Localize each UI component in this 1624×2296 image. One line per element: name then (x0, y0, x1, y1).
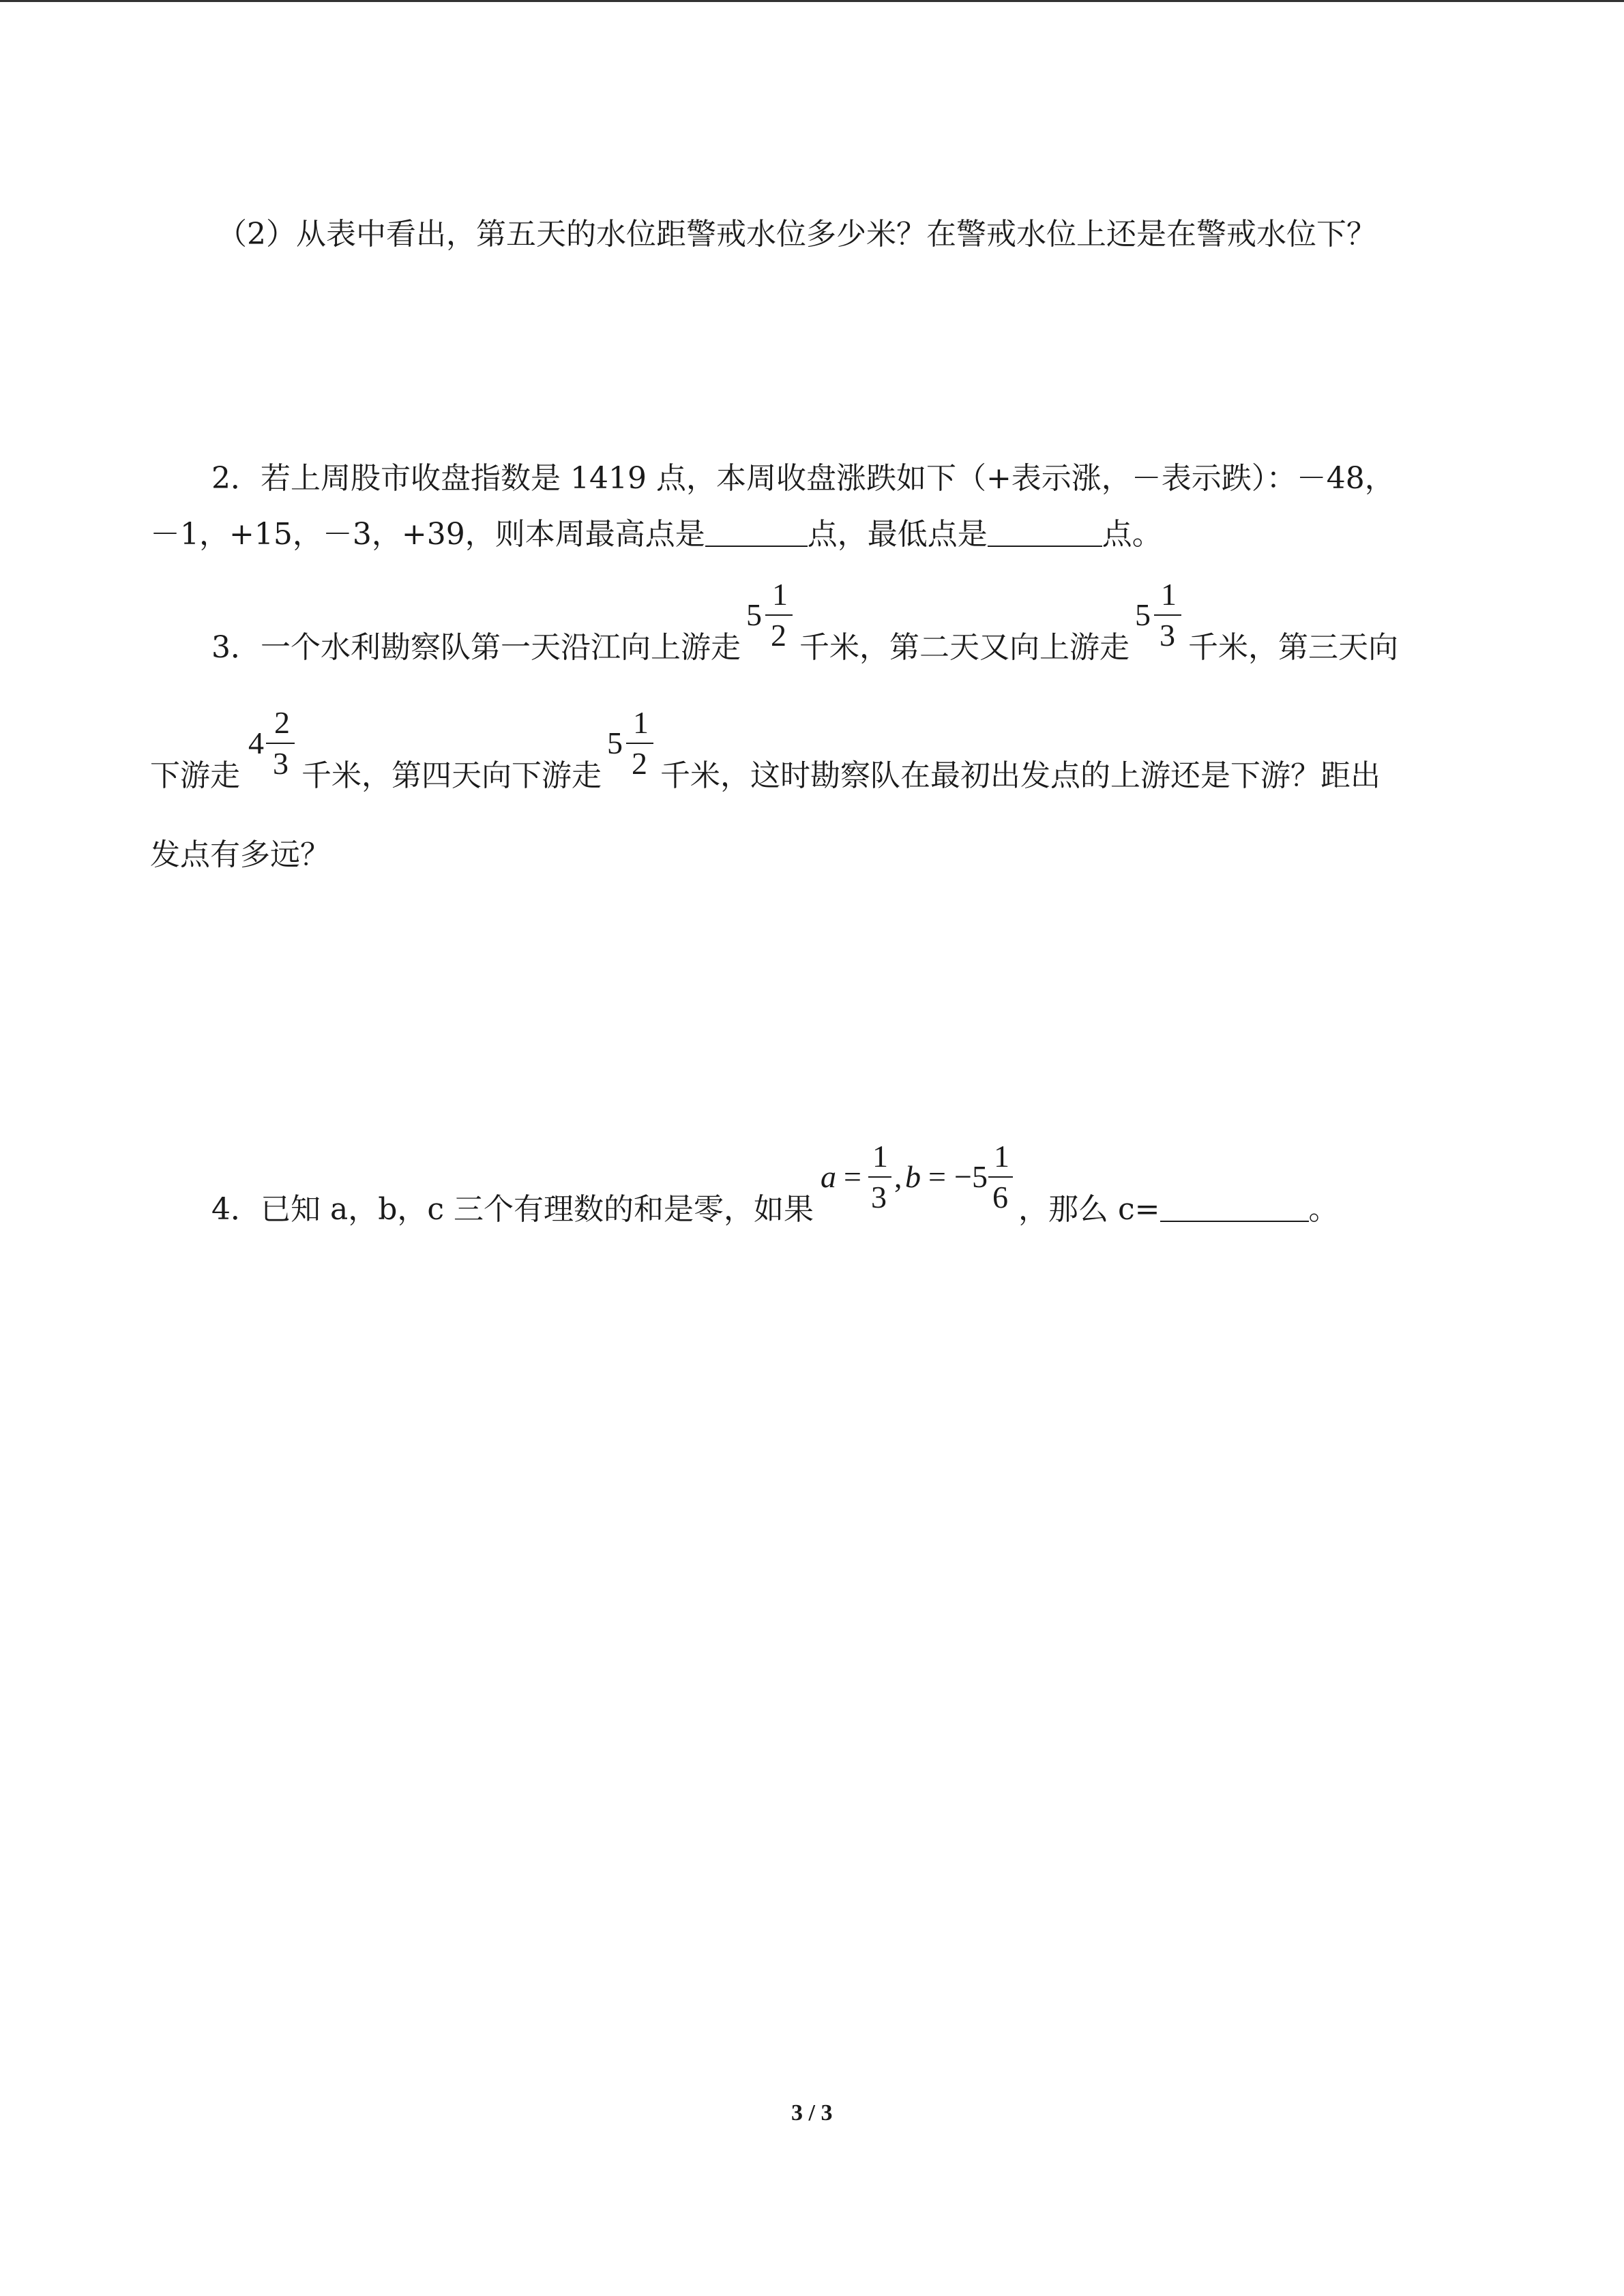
fraction-denominator: 3 (273, 745, 289, 781)
formula-equals-1: = (844, 1159, 861, 1194)
formula-comma: , (894, 1159, 902, 1194)
formula-bar-1 (868, 1176, 891, 1178)
formula-num-2: 1 (994, 1138, 1010, 1174)
question-3-text-5: 千米，第四天向下游走 (301, 758, 602, 793)
fraction-denominator: 2 (771, 617, 786, 653)
fraction-bar (266, 743, 295, 744)
question-3-text-4: 下游走 (150, 758, 240, 793)
question-3-text-2: 千米，第二天又向上游走 (799, 630, 1130, 665)
mixed-fraction-3 (240, 704, 301, 793)
mixed-fraction-1 (741, 576, 799, 665)
answer-blank-c[interactable] (1160, 1195, 1309, 1222)
top-border-rule (0, 0, 1624, 2)
formula-equals-2: = (928, 1159, 946, 1194)
question-3-line-1 (211, 576, 1398, 665)
formula-var-b: b (905, 1159, 921, 1194)
answer-blank-lowest[interactable] (988, 520, 1102, 547)
question-1-part-2 (217, 217, 1376, 252)
question-4-text-1: 4．已知 a，b，c 三个有理数的和是零，如果 (211, 1192, 814, 1227)
mixed-fraction-2 (1130, 576, 1188, 665)
question-2-line-1 (211, 461, 1395, 496)
formula-num-1: 1 (872, 1138, 889, 1174)
question-3-text-6: 千米，这时勘察队在最初出发点的上游还是下游？距出 (660, 758, 1381, 793)
fraction-denominator: 2 (632, 745, 647, 781)
formula-minus: − (954, 1159, 972, 1194)
mixed-fraction-4 (602, 704, 660, 793)
fraction-numerator: 1 (772, 576, 788, 612)
question-1-part-2-text: （2）从表中看出，第五天的水位距警戒水位多少米？在警戒水位上还是在警戒水位下？ (217, 217, 1376, 252)
question-3-text-1: 3．一个水利勘察队第一天沿江向上游走 (211, 630, 741, 665)
fraction-whole: 5 (607, 725, 623, 760)
question-4 (211, 1138, 1339, 1227)
question-4-text-3: 。 (1308, 1192, 1339, 1227)
fraction-whole: 4 (248, 725, 264, 760)
answer-blank-highest[interactable] (705, 520, 808, 547)
formula-var-a: a (821, 1159, 837, 1194)
fraction-whole: 5 (1135, 597, 1151, 632)
question-3-text-3: 千米，第三天向 (1188, 630, 1398, 665)
question-2-text-1: 2．若上周股市收盘指数是 1419 点，本周收盘涨跌如下（+表示涨，－表示跌）：－48， (211, 461, 1395, 496)
fraction-bar (1154, 614, 1181, 616)
fraction-numerator: 1 (1161, 576, 1177, 612)
question-3-line-2 (150, 704, 1381, 793)
formula-den-2: 6 (992, 1179, 1009, 1214)
formula-den-1: 3 (871, 1179, 887, 1214)
formula-whole: 5 (972, 1159, 988, 1194)
fraction-numerator: 1 (633, 704, 649, 740)
question-3-line-3 (150, 837, 330, 872)
fraction-numerator: 2 (274, 704, 290, 740)
question-4-text-2: ，那么 c= (1018, 1192, 1160, 1227)
fraction-denominator: 3 (1160, 617, 1175, 653)
question-3-text-7: 发点有多远？ (150, 837, 330, 872)
page-number: 3 / 3 (791, 2100, 833, 2126)
fraction-whole: 5 (746, 597, 762, 632)
question-2-line-2 (150, 517, 1162, 552)
formula-a-b (814, 1138, 1018, 1227)
fraction-bar (765, 614, 793, 616)
question-2-text-4: 点。 (1102, 517, 1162, 552)
question-2-text-2: －1，+15，－3，+39，则本周最高点是 (150, 517, 705, 552)
formula-bar-2 (988, 1176, 1013, 1178)
question-2-text-3: 点，最低点是 (807, 517, 988, 552)
fraction-bar (626, 743, 653, 744)
